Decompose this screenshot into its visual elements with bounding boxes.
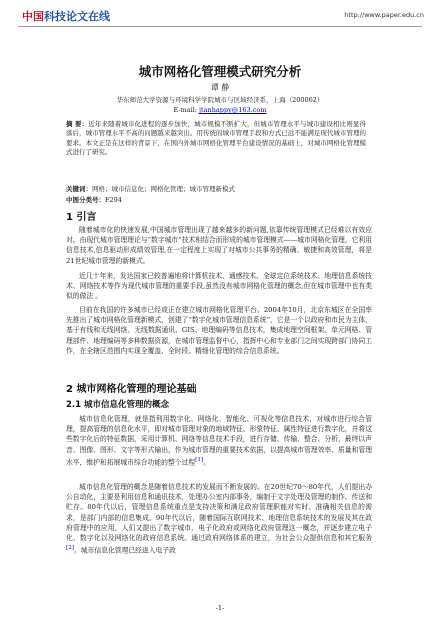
paragraph-end: 。 (203, 458, 210, 467)
page-header (0, 0, 440, 34)
logo-china-text: 中国 (22, 10, 44, 23)
abstract (66, 120, 366, 158)
site-url[interactable]: http://www.paper.edu.cn (344, 11, 424, 19)
classification (66, 195, 366, 204)
abstract-label: 摘 要： (66, 120, 89, 128)
site-logo[interactable] (22, 8, 110, 24)
section-1-paragraph-3: 目前在我国的许多城市已经或正在建立城市网格化管理平台。2004年10月，北京东城区在全国率先推出了城市网格化管理新模式，创建了“数字化城市管理信息系统”，它是一个以政府和市民为主体，基于有线和无线网络、无线数据通讯、GIS、地理编码等信息技术，集成地理空间框架、单元网格、管理部件、地理编码等多种数据资源，在城市管理监督中心，指挥中心和专业部门之间实现跨部门协同工作，在全辖区范围内实现全覆盖、全时段、精细化管理的综合信息系统。 (66, 306, 373, 355)
paragraph-end: 。城市信息化管理已经进入电子政 (74, 546, 176, 555)
classification-value: F294 (105, 196, 122, 204)
keywords-text: 网格；城市信息化；网格化管理；城市管理新模式 (92, 185, 235, 193)
paper-author: 谭 静 (210, 83, 230, 92)
email-link[interactable]: jtanhappy@163.com (199, 106, 267, 114)
paper-title: 城市网格化管理模式研究分析 (138, 64, 302, 79)
citation-link-2[interactable]: [2] (66, 545, 75, 552)
section-1-heading: 1 引言 (66, 212, 97, 223)
author-affiliation: 华东师范大学资源与环境科学学院城市与区域经济系，上海（200062） (116, 96, 324, 104)
section-2-heading: 2 城市网格化管理的理论基础 (66, 384, 197, 395)
section-1-paragraph-1: 随着城市化的快速发展,中国城市管理出现了越来越多的新问题,依靠传统管理模式已经难以有效应对。由现代城市管理理论与“数字城市”技术相结合而形成的城市管理模式——城市网格化管理，它利用信息技术,信息驱动形成绩效管理,在一定程度上实现了对城市公共事务的精确、敏捷和高效管理，将是21世纪城市管理的新模式。 (66, 226, 373, 265)
paragraph-text: 城市信息化管理的概念是随着信息技术的发展而不断发展的。在20世纪70～80年代，人们提出办公自动化，主要是利用信息和通讯技术，处理办公室内部事务，编制于文字处理及管理的制作、传送和贮存。80年代以后，管理信息系统重点是支持决策和满足政府管理职能对实时、准确相关信息的需求，是部门内部的信息集成。90年代以后，随着国际互联网技术、地理信息系统技术的发展及其在政府管理中的应用，人们又提出了数字城市、电子化政府或网络化政府管理这一概念，并逐步建立电子化、数字化以及网络化的政府信息系统。通过政府网络体系的建立，为社会公众提供信息和其它服务 (66, 483, 372, 543)
email-label: E-mail: (173, 106, 197, 114)
page-number: -1- (215, 604, 225, 612)
citation-link-1[interactable]: [1] (195, 456, 204, 463)
section-2-1-paragraph-1 (66, 414, 372, 467)
keywords-label: 关键词： (66, 185, 92, 193)
logo-brand-text: 科技论文在线 (44, 10, 110, 23)
classification-label: 中图分类号： (66, 196, 105, 204)
section-2-1-paragraph-2 (66, 482, 372, 556)
abstract-text: 近年来随着城市化进程的逐步加快，城市规模不断扩大，但城市管理水平与城市建设相比则显得落后，城市管理水平不高的问题越来越突出。用传统的城市管理手段和方式已远不能满足现代城市管理的要求。本文正是在这样的背景下，在国内外城市网格化管理平台建设情况的基础上，对城市网格化管理模式进行了研究。 (66, 120, 367, 157)
section-1-paragraph-2: 近几十年来，发达国家已较普遍地将计算机技术、通感技术、全球定位系统技术、地理信息系统技术、网络技术等作为现代城市管理的重要手段,虽然没有城市网格化管理的概念,但在城市管理中也有类似的做法 。 (66, 272, 372, 301)
section-2-1-heading: 2.1 城市信息化管理的概念 (66, 400, 170, 410)
header-divider (18, 26, 422, 27)
author-email-line (0, 106, 440, 114)
keywords (66, 184, 366, 193)
paragraph-text: 城市信息化管理，就是指利用数字化、网络化、智能化、可视化等信息技术，对城市进行综合管理，提高管理的信息化水平，即对城市管理对象的地域特征、形象特征、属性特征进行数字化，并将这些数字化后的特征数据，采用计算机、网络等信息技术手段，进行存储、传输、整合、分析，最终以声音、图像、图形、文字等形式输出，作为城市管理的重要技术依据，以提高城市管理效率、质量和管理水平，维护和拓展城市综合功能的整个过程 (66, 415, 372, 467)
